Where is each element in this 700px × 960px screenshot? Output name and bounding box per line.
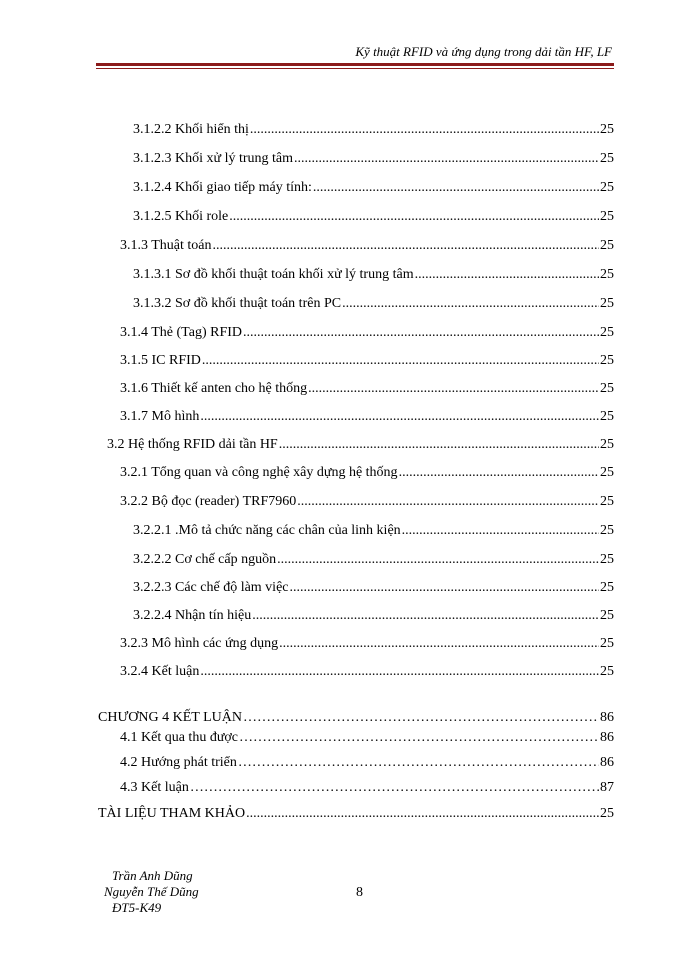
leader-dots: [202, 353, 599, 369]
toc-entry-3-1-6[interactable]: 3.1.6 Thiết kế anten cho hệ thống ..... 25: [120, 381, 614, 397]
running-header-title: Kỹ thuật RFID và ứng dụng trong dải tần HF, LF: [355, 44, 612, 59]
toc-entry-3-1-7[interactable]: 3.1.7 Mô hình ..... 25: [120, 409, 614, 425]
header-rule-thin: [96, 68, 614, 69]
leader-dots: [213, 238, 599, 254]
toc-entry-3-2-4[interactable]: 3.2.4 Kết luận ..... 25: [120, 664, 614, 680]
leader-dots: [200, 409, 599, 425]
toc-entry-4-2[interactable]: 4.2 Hướng phát triển …………………………………………………………………………………………………………………………………………………………………… 86: [120, 755, 614, 771]
leader-dots: [290, 580, 599, 596]
class-code: ĐT5-K49: [112, 900, 162, 915]
toc-entry-3-1-2-3[interactable]: 3.1.2.3 Khối xử lý trung tâm ..... 25: [133, 151, 614, 167]
author-name: Trần Anh Dũng: [112, 868, 193, 883]
leader-dots: [297, 494, 599, 510]
toc-entry-4-3[interactable]: 4.3 Kết luận …………………………………………………………………………………………………………………………………………………………………… 87: [120, 780, 614, 796]
toc-entry-3-1-2-5[interactable]: 3.1.2.5 Khối role ..... 25: [133, 209, 614, 225]
leader-dots: [250, 122, 599, 138]
leader-dots: [246, 806, 599, 822]
toc-entry-3-1-3[interactable]: 3.1.3 Thuật toán ..... 25: [120, 238, 614, 254]
leader-dots: [399, 465, 599, 481]
toc-entry-3-1-4[interactable]: 3.1.4 Thẻ (Tag) RFID ..... 25: [120, 325, 614, 341]
leader-dots: [313, 180, 599, 196]
toc-entry-3-2-2-4[interactable]: 3.2.2.4 Nhận tín hiệu ..... 25: [133, 608, 614, 624]
leader-dots: [277, 552, 599, 568]
toc-entry-3-2-2-1[interactable]: 3.2.2.1 .Mô tả chức năng các chân của linh kiện ..... 25: [133, 523, 614, 539]
toc-entry-4-1[interactable]: 4.1 Kết qua thu được …………………………………………………………………………………………………………………………………………………………………… 86: [120, 730, 614, 746]
footer-authors: [104, 868, 199, 916]
leader-dots: [243, 710, 599, 726]
leader-dots: [279, 437, 599, 453]
toc-entry-3-2-1[interactable]: 3.2.1 Tổng quan và công nghệ xây dựng hệ thống ..... 25: [120, 465, 614, 481]
toc-entry-3-1-2-4[interactable]: 3.1.2.4 Khối giao tiếp máy tính: ..... 25: [133, 180, 614, 196]
toc-entry-3-1-2-2[interactable]: 3.1.2.2 Khối hiển thị ..... 25: [133, 122, 614, 138]
toc-entry-3-2-2[interactable]: 3.2.2 Bộ đọc (reader) TRF7960 ..... 25: [120, 494, 614, 510]
toc-entry-3-2-2-2[interactable]: 3.2.2.2 Cơ chế cấp nguồn ..... 25: [133, 552, 614, 568]
leader-dots: [308, 381, 599, 397]
toc-entry-3-2-3[interactable]: 3.2.3 Mô hình các ứng dụng ..... 25: [120, 636, 614, 652]
leader-dots: [239, 730, 599, 746]
leader-dots: [243, 325, 599, 341]
leader-dots: [294, 151, 599, 167]
toc-entry-3-1-3-2[interactable]: 3.1.3.2 Sơ đồ khối thuật toán trên PC ..... 25: [133, 296, 614, 312]
toc-entry-3-2[interactable]: 3.2 Hệ thống RFID dải tần HF ..... 25: [107, 437, 614, 453]
toc-entry-3-1-3-1[interactable]: 3.1.3.1 Sơ đồ khối thuật toán khối xử lý trung tâm ..... 25: [133, 267, 614, 283]
toc-entry-tai-lieu-tham-khao[interactable]: TÀI LIỆU THAM KHẢO ..... 25: [98, 806, 614, 822]
leader-dots: [190, 780, 599, 796]
toc-entry-3-2-2-3[interactable]: 3.2.2.3 Các chế độ làm việc ..... 25: [133, 580, 614, 596]
leader-dots: [252, 608, 599, 624]
page-number: 8: [356, 885, 363, 900]
toc-entry-chuong-4[interactable]: CHƯƠNG 4 KẾT LUẬN …………………………………………………………………………………………………………………………………………………………………… 86: [98, 710, 614, 726]
leader-dots: [200, 664, 599, 680]
author-name: Nguyễn Thế Dũng: [104, 884, 199, 899]
leader-dots: [342, 296, 599, 312]
leader-dots: [402, 523, 599, 539]
leader-dots: [279, 636, 599, 652]
leader-dots: [415, 267, 599, 283]
toc-entry-3-1-5[interactable]: 3.1.5 IC RFID ..... 25: [120, 353, 614, 369]
leader-dots: [229, 209, 599, 225]
leader-dots: [238, 755, 599, 771]
header-rule-thick: [96, 63, 614, 66]
